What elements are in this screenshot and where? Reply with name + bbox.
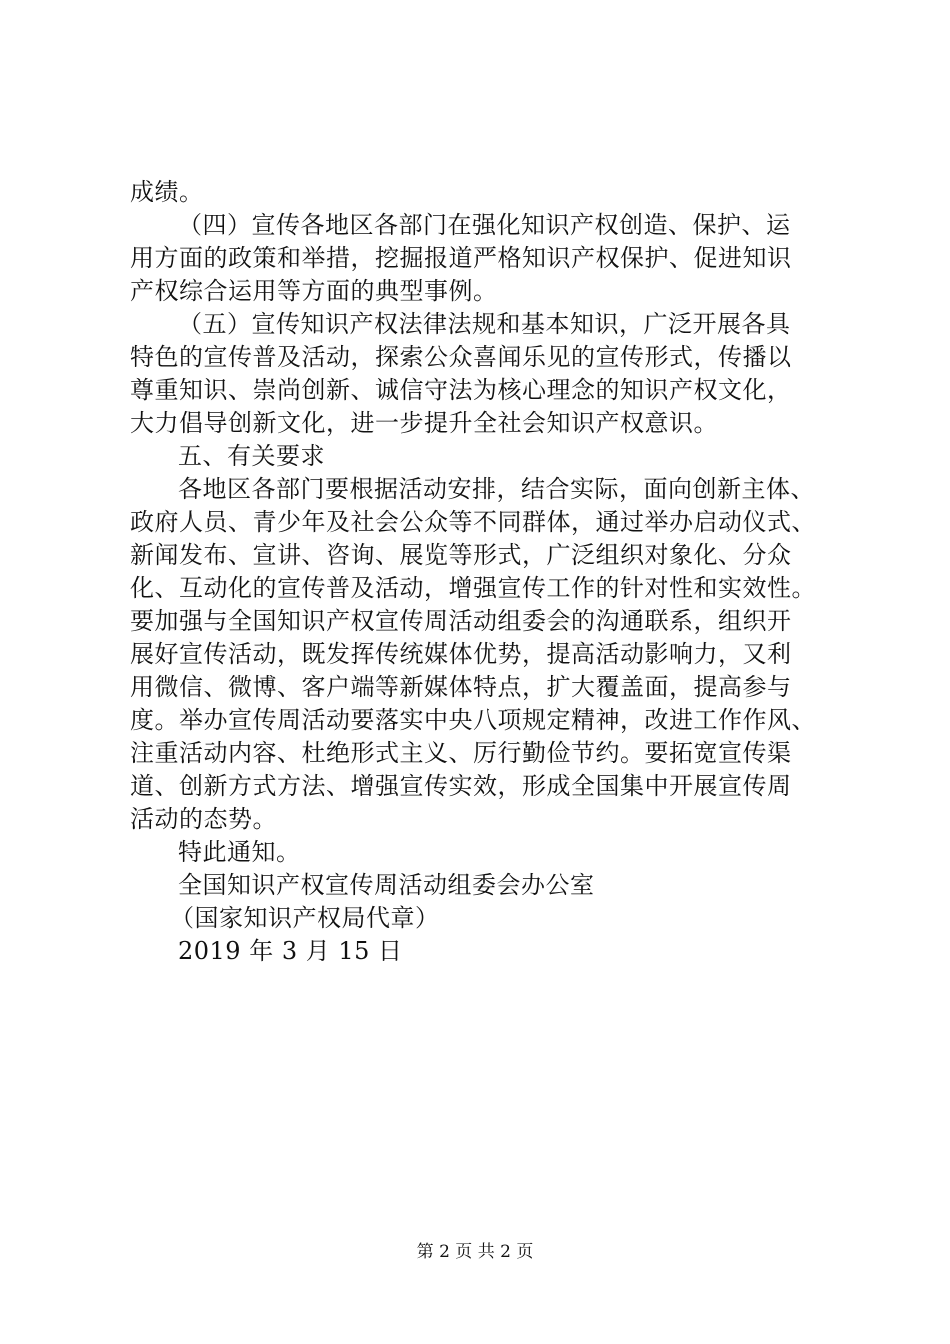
paragraph-line: 要加强与全国知识产权宣传周活动组委会的沟通联系，组织开	[130, 607, 792, 635]
paragraph-line: 展好宣传活动，既发挥传统媒体优势，提高活动影响力，又利	[130, 640, 792, 668]
section-heading: 五、有关要求	[178, 442, 325, 470]
issue-date: 2019 年 3 月 15 日	[178, 937, 403, 965]
paragraph-line: 成绩。	[130, 178, 204, 206]
paragraph-line: 大力倡导创新文化，进一步提升全社会知识产权意识。	[130, 409, 718, 437]
issuer-name: 全国知识产权宣传周活动组委会办公室	[178, 871, 595, 899]
paragraph-line: 道、创新方式方法、增强宣传实效，形成全国集中开展宣传周	[130, 772, 792, 800]
paragraph-line: 产权综合运用等方面的典型事例。	[130, 277, 498, 305]
paragraph-line: 度。举办宣传周活动要落实中央八项规定精神，改进工作作风、	[130, 706, 816, 734]
paragraph-line: 各地区各部门要根据活动安排，结合实际，面向创新主体、	[178, 475, 815, 503]
paragraph-line: 用方面的政策和举措，挖掘报道严格知识产权保护、促进知识	[130, 244, 792, 272]
paragraph-line: 尊重知识、崇尚创新、诚信守法为核心理念的知识产权文化，	[130, 376, 792, 404]
paragraph-line: 用微信、微博、客户端等新媒体特点，扩大覆盖面，提高参与	[130, 673, 792, 701]
paragraph-line: （四）宣传各地区各部门在强化知识产权创造、保护、运	[178, 211, 791, 239]
paragraph-line: 新闻发布、宣讲、咨询、展览等形式，广泛组织对象化、分众	[130, 541, 792, 569]
page-number: 第 2 页 共 2 页	[416, 1242, 534, 1262]
paragraph-line: 活动的态势。	[130, 805, 277, 833]
paragraph-line: （五）宣传知识产权法律法规和基本知识，广泛开展各具	[178, 310, 791, 338]
closing-remark: 特此通知。	[178, 838, 301, 866]
issuer-seal-note: （国家知识产权局代章）	[170, 904, 440, 932]
paragraph-line: 政府人员、青少年及社会公众等不同群体，通过举办启动仪式、	[130, 508, 816, 536]
paragraph-line: 化、互动化的宣传普及活动，增强宣传工作的针对性和实效性。	[130, 574, 816, 602]
paragraph-line: 注重活动内容、杜绝形式主义、厉行勤俭节约。要拓宽宣传渠	[130, 739, 792, 767]
paragraph-line: 特色的宣传普及活动，探索公众喜闻乐见的宣传形式，传播以	[130, 343, 792, 371]
